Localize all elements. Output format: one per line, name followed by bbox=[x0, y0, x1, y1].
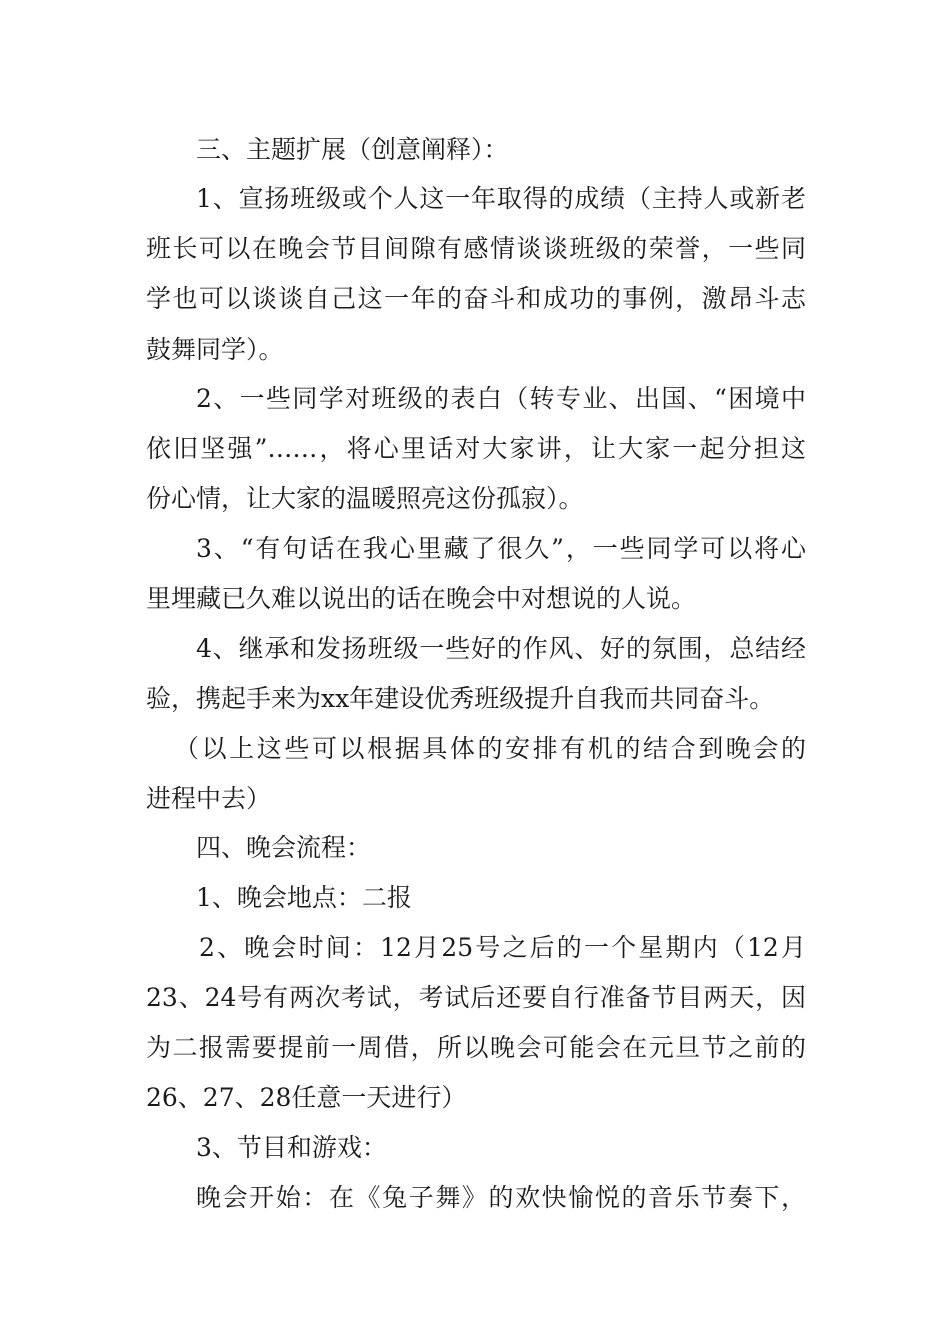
section-3-heading: 三、主题扩展（创意阐释）： bbox=[196, 135, 509, 164]
paragraph-line: 学也可以谈谈自己这一年的奋斗和成功的事例，激昂斗志 bbox=[146, 284, 806, 313]
paragraph-line: 4、继承和发扬班级一些好的作风、好的氛围，总结经 bbox=[196, 634, 806, 663]
paragraph-line: 3、节目和游戏： bbox=[196, 1133, 387, 1162]
paragraph-line: 2、一些同学对班级的表白（转专业、出国、“困境中 bbox=[196, 384, 806, 413]
paragraph-line: 鼓舞同学）。 bbox=[146, 335, 284, 364]
paragraph-line: 3、“有句话在我心里藏了很久”，一些同学可以将心 bbox=[196, 534, 806, 563]
paragraph-line: 验，携起手来为xx年建设优秀班级提升自我而共同奋斗。 bbox=[146, 684, 775, 713]
paragraph-line: 1、晚会地点：二报 bbox=[196, 883, 412, 912]
paragraph-line: 依旧坚强”……，将心里话对大家讲，让大家一起分担这 bbox=[146, 434, 806, 463]
paragraph-line: 晚会开始：在《兔子舞》的欢快愉悦的音乐节奏下， bbox=[196, 1183, 806, 1212]
paragraph-line: 为二报需要提前一周借，所以晚会可能会在元旦节之前的 bbox=[146, 1033, 806, 1062]
paragraph-line: 份心情，让大家的温暖照亮这份孤寂）。 bbox=[146, 484, 584, 513]
paragraph-line: 2、晚会时间：12月25号之后的一个星期内（12月 bbox=[199, 933, 806, 962]
paragraph-line: 23、24号有两次考试，考试后还要自行准备节目两天，因 bbox=[146, 983, 806, 1012]
paragraph-line: 26、27、28任意一天进行） bbox=[146, 1083, 467, 1112]
paragraph-line: 里埋藏已久难以说出的话在晚会中对想说的人说。 bbox=[146, 584, 697, 613]
paragraph-line: 进程中去） bbox=[146, 784, 272, 813]
section-4-heading: 四、晚会流程： bbox=[196, 833, 372, 862]
paragraph-line: 班长可以在晚会节目间隙有感情谈谈班级的荣誉，一些同 bbox=[146, 234, 806, 263]
paragraph-line: （以上这些可以根据具体的安排有机的结合到晚会的 bbox=[174, 734, 806, 763]
paragraph-line: 1、宣扬班级或个人这一年取得的成绩（主持人或新老 bbox=[196, 184, 806, 213]
